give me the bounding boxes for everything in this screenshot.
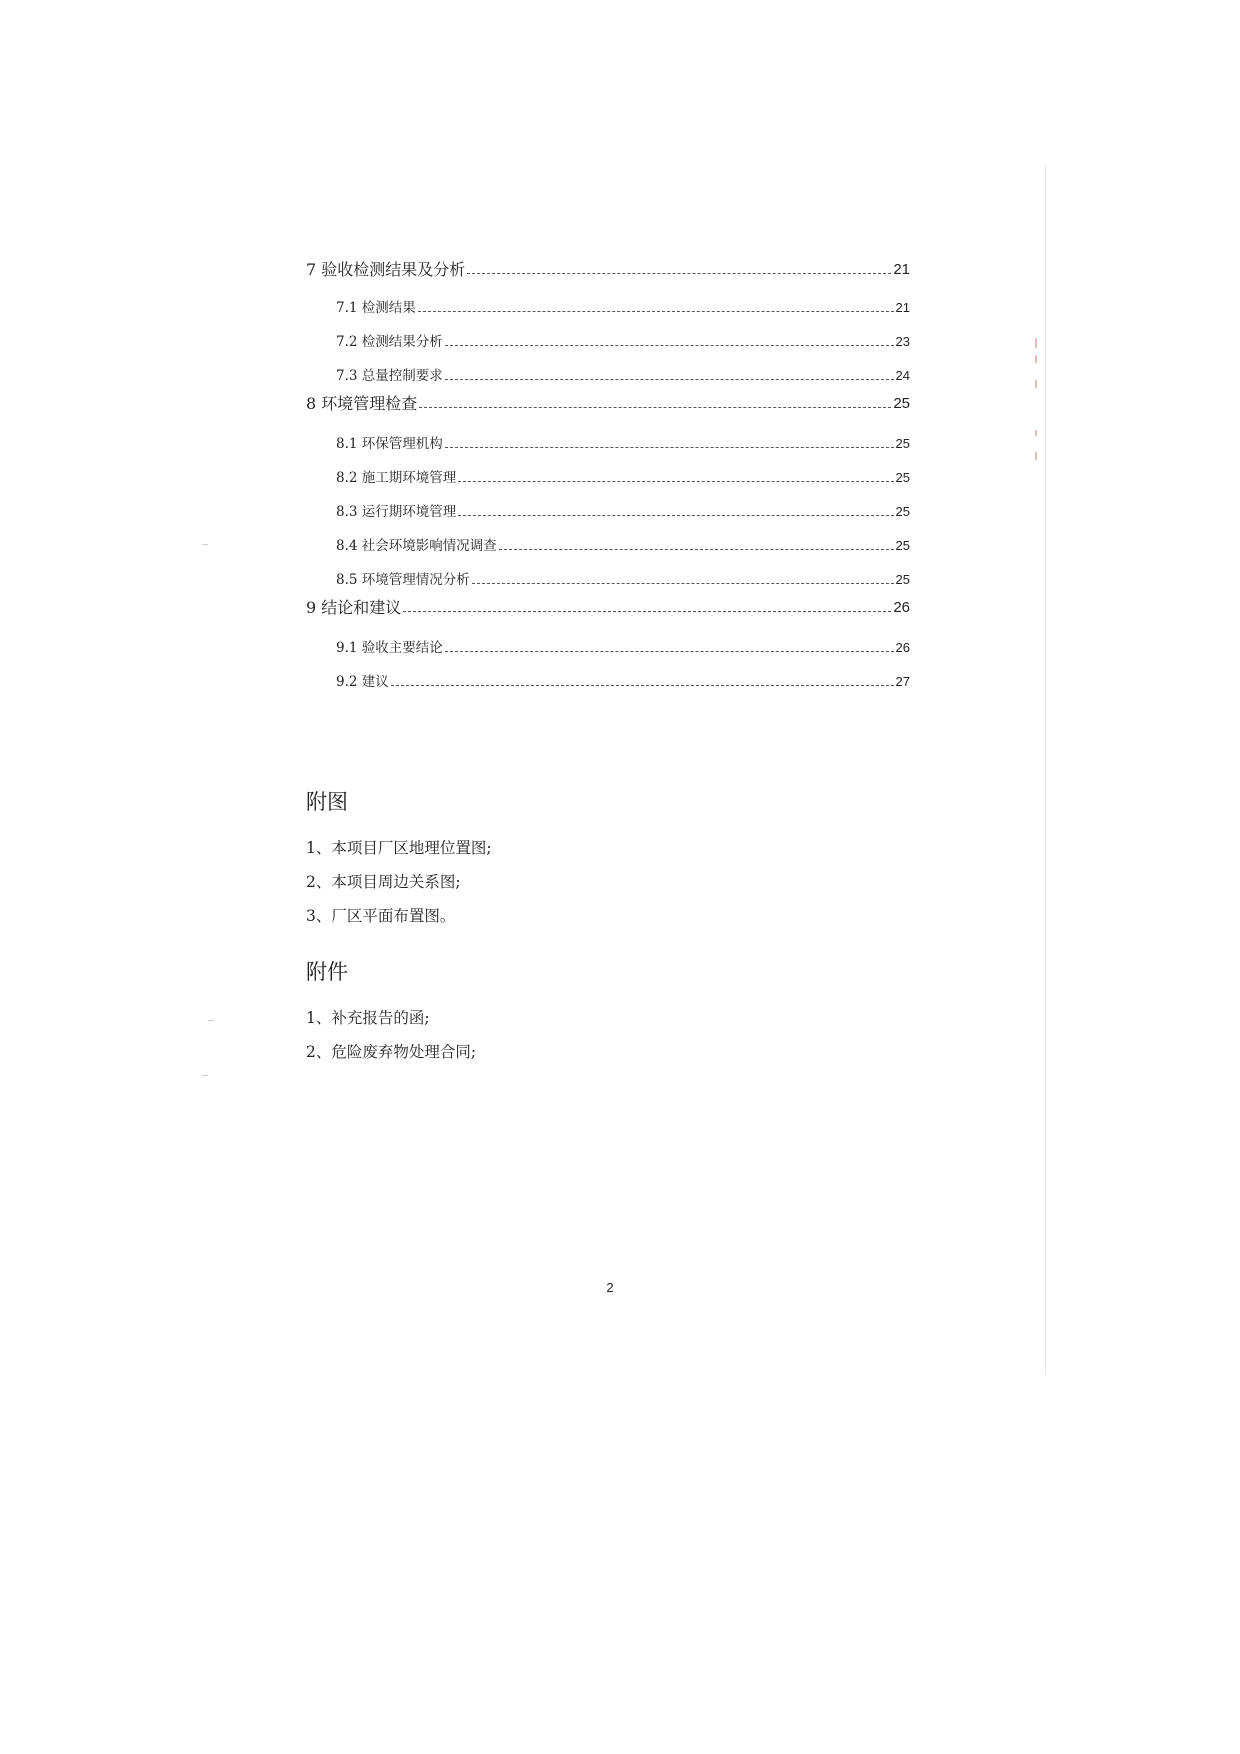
- toc-entry-page: 26: [893, 599, 910, 616]
- scan-mark: [1035, 452, 1037, 460]
- toc-leader: [458, 515, 893, 516]
- toc-entry-label: 7.1 检测结果: [336, 300, 416, 316]
- toc-leader: [458, 481, 893, 482]
- toc-entry-page: 27: [895, 674, 910, 689]
- toc-entry: [306, 634, 910, 658]
- toc-entry-page: 25: [895, 470, 910, 485]
- toc-leader: [445, 651, 894, 652]
- toc-entry: [306, 566, 910, 590]
- toc-leader: [445, 447, 894, 448]
- attachment-item: 2、危险废弃物处理合同;: [306, 1043, 477, 1061]
- attachments-heading: 附件: [306, 960, 348, 984]
- figure-item: 2、本项目周边关系图;: [306, 873, 461, 891]
- toc-entry-label: 9 结论和建议: [306, 598, 402, 617]
- toc-entry: [306, 668, 910, 692]
- toc-entry-page: 21: [895, 300, 910, 315]
- toc-leader: [403, 611, 891, 612]
- attachment-item: 1、补充报告的函;: [306, 1009, 430, 1027]
- scan-speck: [202, 544, 208, 545]
- scan-speck: [202, 1075, 208, 1076]
- toc-entry-label: 8.4 社会环境影响情况调查: [336, 538, 497, 554]
- scan-speck: [208, 1020, 214, 1021]
- toc-leader: [391, 685, 894, 686]
- toc-leader: [472, 583, 894, 584]
- toc-entry: [306, 390, 910, 414]
- toc-entry: [306, 256, 910, 280]
- toc-entry: [306, 430, 910, 454]
- toc-leader: [418, 311, 894, 312]
- scan-mark: [1035, 355, 1037, 363]
- toc-entry: [306, 498, 910, 522]
- scan-mark: [1035, 380, 1037, 388]
- figure-item: 1、本项目厂区地理位置图;: [306, 839, 492, 857]
- toc-leader: [499, 549, 894, 550]
- toc-entry: [306, 532, 910, 556]
- toc-entry: [306, 328, 910, 352]
- toc-entry-label: 8.5 环境管理情况分析: [336, 572, 470, 588]
- toc-entry-page: 25: [895, 504, 910, 519]
- toc-entry-page: 25: [895, 572, 910, 587]
- toc-entry-label: 7.2 检测结果分析: [336, 334, 443, 350]
- toc-entry-label: 7.3 总量控制要求: [336, 368, 443, 384]
- toc-leader: [467, 273, 891, 274]
- toc-entry: [306, 362, 910, 386]
- toc-entry-label: 9.2 建议: [336, 674, 389, 690]
- toc-entry-label: 7 验收检测结果及分析: [306, 260, 466, 279]
- toc-leader: [419, 407, 891, 408]
- toc-entry-label: 8.2 施工期环境管理: [336, 470, 457, 486]
- toc-entry-label: 8.1 环保管理机构: [336, 436, 443, 452]
- scan-edge: [1045, 165, 1046, 1375]
- figures-heading: 附图: [306, 790, 348, 814]
- scan-mark: [1035, 430, 1037, 436]
- toc-entry-page: 25: [895, 538, 910, 553]
- toc-entry: [306, 594, 910, 618]
- toc-entry-label: 9.1 验收主要结论: [336, 640, 443, 656]
- toc-entry-page: 26: [895, 640, 910, 655]
- toc-entry: [306, 464, 910, 488]
- scan-mark: [1035, 338, 1037, 348]
- toc-entry-label: 8 环境管理检查: [306, 394, 418, 413]
- figure-item: 3、厂区平面布置图。: [306, 907, 456, 925]
- page-number: 2: [606, 1280, 614, 1295]
- toc-entry-page: 25: [895, 436, 910, 451]
- toc-entry-label: 8.3 运行期环境管理: [336, 504, 457, 520]
- toc-entry: [306, 294, 910, 318]
- toc-entry-page: 21: [893, 261, 910, 278]
- toc-entry-page: 25: [893, 395, 910, 412]
- toc-entry-page: 23: [895, 334, 910, 349]
- toc-entry-page: 24: [895, 368, 910, 383]
- toc-leader: [445, 345, 894, 346]
- toc-leader: [445, 379, 894, 380]
